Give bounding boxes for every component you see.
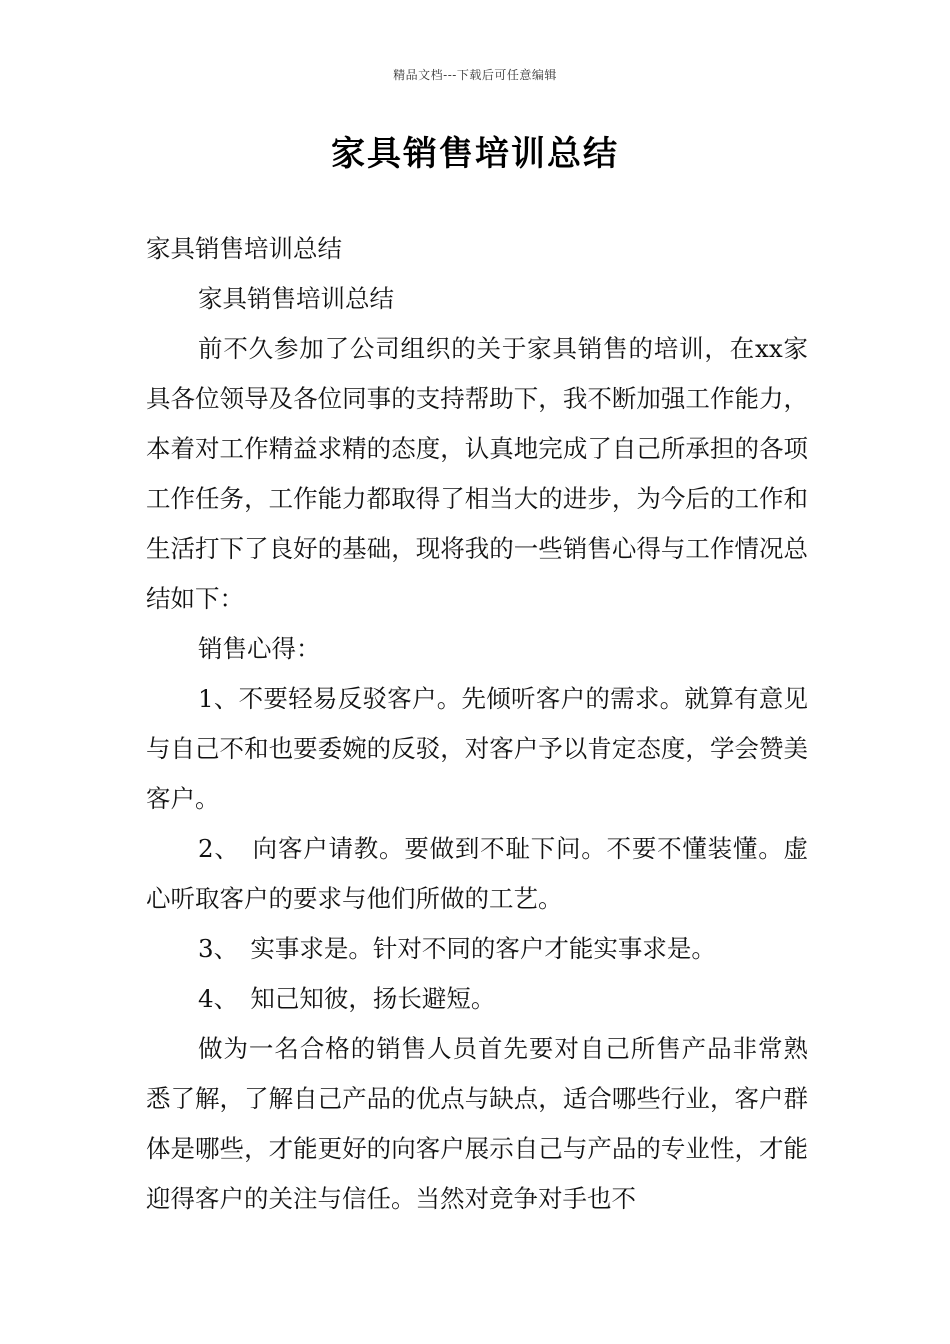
paragraph-section-label: 销售心得： — [198, 634, 321, 663]
list-item: 4、 知己知彼，扬长避短。 — [198, 984, 496, 1013]
paragraph-intro: 前不久参加了公司组织的关于家具销售的培训，在xx家具各位领导及各位同事的支持帮助下，我不断加强工作能力，本着对工作精益求精的态度，认真地完成了自己所承担的各项工作任务，工作能力都取得了相当大的进步，为今后的工作和生活打下了良好的基础，现将我的一些销售心得与工作情况总结如下： — [146, 334, 808, 613]
paragraph-body: 做为一名合格的销售人员首先要对自己所售产品非常熟悉了解，了解自己产品的优点与缺点，适合哪些行业，客户群体是哪些，才能更好的向客户展示自己与产品的专业性，才能迎得客户的关注与信任。当然对竞争对手也不 — [146, 1034, 808, 1213]
list-item: 3、 实事求是。针对不同的客户才能实事求是。 — [198, 934, 716, 963]
document-title: 家具销售培训总结 — [331, 134, 619, 174]
list-item: 2、 向客户请教。要做到不耻下问。不要不懂装懂。虚心听取客户的要求与他们所做的工艺。 — [146, 834, 808, 913]
paragraph-heading: 家具销售培训总结 — [146, 234, 342, 263]
paragraph-subheading: 家具销售培训总结 — [198, 284, 394, 313]
list-item: 1、不要轻易反驳客户。先倾听客户的需求。就算有意见与自己不和也要委婉的反驳，对客户予以肯定态度，学会赞美客户。 — [146, 684, 808, 813]
document-body — [146, 224, 808, 1224]
header-note: 精品文档---下载后可任意编辑 — [393, 68, 557, 82]
